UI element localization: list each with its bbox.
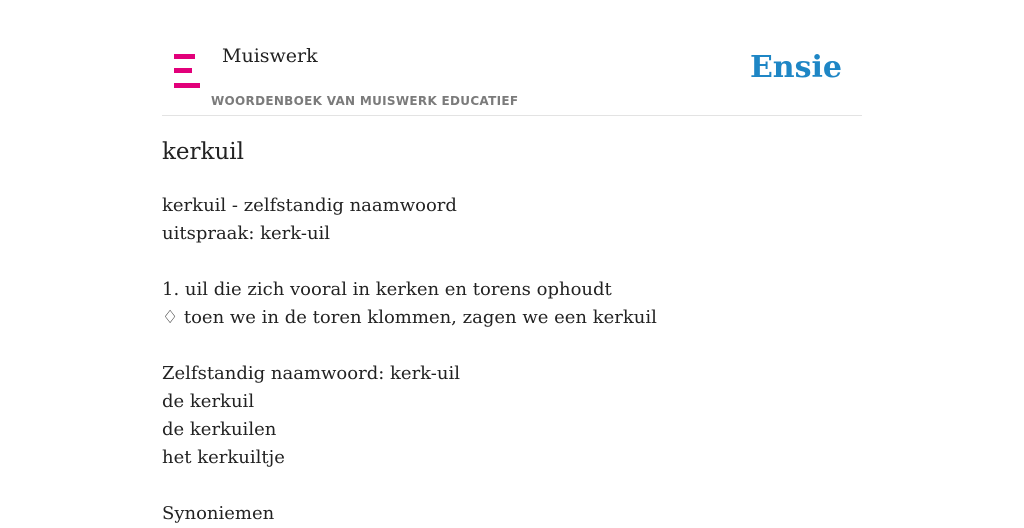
entry-line-blank — [162, 472, 657, 500]
ensie-logo-link[interactable]: Ensie — [749, 50, 842, 85]
page — [162, 0, 862, 524]
entry-line-plural: de kerkuilen — [162, 419, 277, 440]
entry-line-example: ♢ toen we in de toren klommen, zagen we een kerkuil — [162, 307, 657, 328]
entry-line-diminutive: het kerkuiltje — [162, 447, 285, 468]
brand-subtitle: WOORDENBOEK VAN MUISWERK EDUCATIEF — [211, 94, 519, 108]
muiswerk-logo-icon[interactable] — [173, 54, 201, 88]
header-divider — [162, 115, 862, 116]
entry-line-headword: kerkuil - zelfstandig naamwoord — [162, 195, 457, 216]
entry-line-blank — [162, 248, 657, 276]
entry-line-definition: 1. uil die zich vooral in kerken en torens ophoudt — [162, 279, 612, 300]
entry-line-singular: de kerkuil — [162, 391, 255, 412]
brand-name[interactable]: Muiswerk — [222, 45, 318, 67]
entry-line-synonyms-heading: Synoniemen — [162, 503, 275, 524]
entry-line-blank — [162, 332, 657, 360]
entry-line-pronunciation: uitspraak: kerk-uil — [162, 223, 331, 244]
entry-title: kerkuil — [162, 139, 245, 165]
entry-line-noun-syllables: Zelfstandig naamwoord: kerk-uil — [162, 363, 460, 384]
entry-body — [162, 192, 657, 528]
